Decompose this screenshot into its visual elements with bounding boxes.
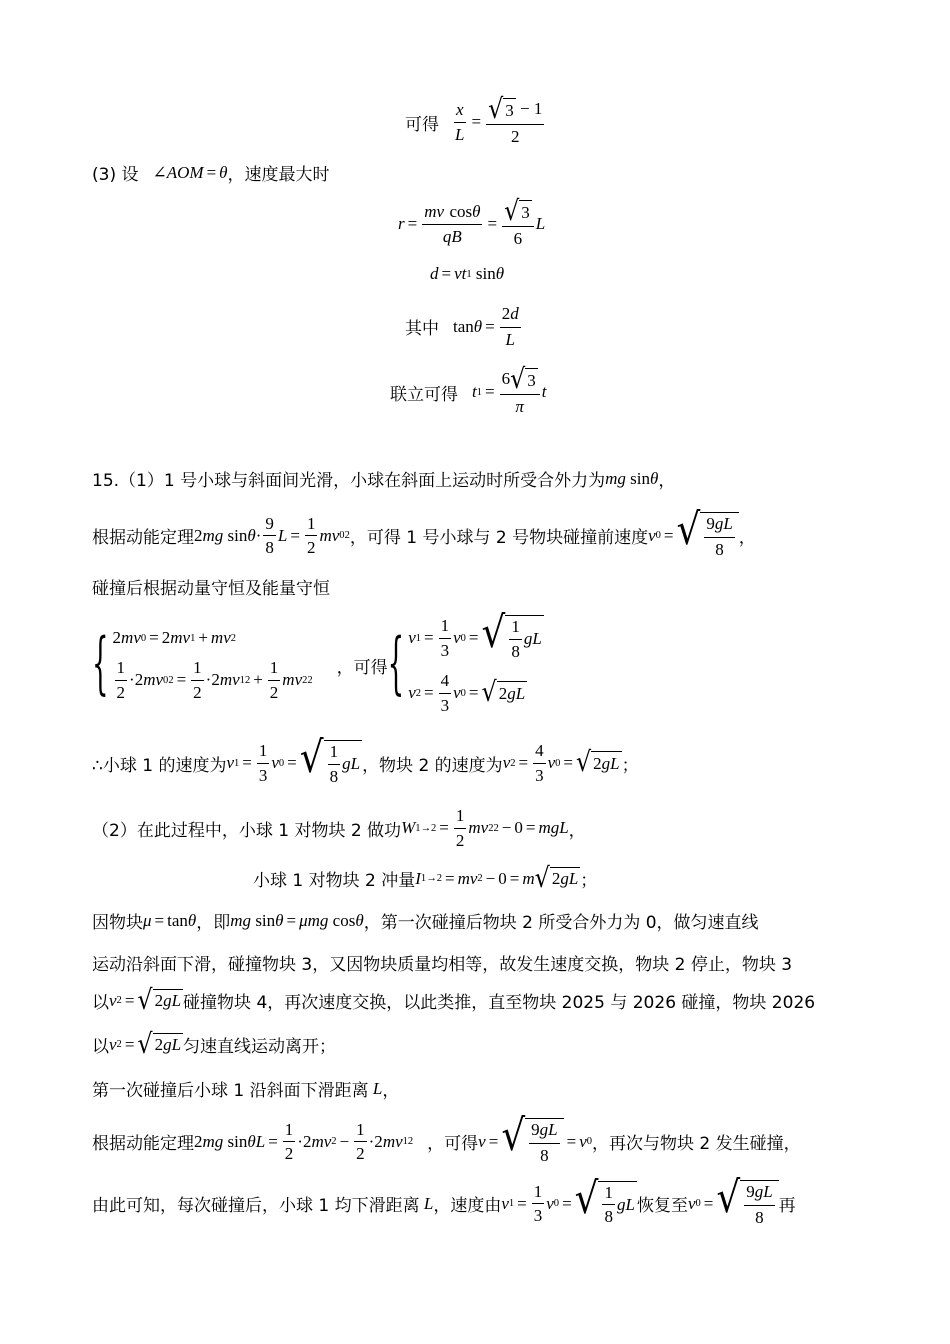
q15-part2-line-h: 根据动能定理 2 mg sin θL = $\frac{1}{2}$ ·2 mv 2 − $\frac{1}{2}$ ·2 mv 1 2 ，可得 v = √ $\frac{9gL}{8}$ = v 0 ，再次与物块 2 发生碰撞，	[92, 1109, 801, 1165]
q15-part2-line-g: 第一次碰撞后小球 1 沿斜面下滑距离 L ，	[92, 1078, 400, 1101]
q15-part2-line-i: 由此可知，每次碰撞后，小球 1 均下滑距离 L ，速度由 v 1 = $\frac{1}{3}$ v 0 = √ $\frac{1}{8}$ gL 恢复至 v 0 = √ $\frac{9gL}{8}$ 再	[92, 1171, 796, 1227]
q15-part2-line-f: 以 v 2 = √ 2 gL 匀速直线运动离开；	[92, 1027, 337, 1060]
label-kede: 可得	[405, 114, 439, 135]
q15-part2-impulse: 小球 1 对物块 2 冲量 I 1→2 = mv 2 − 0 = m √ 2 gL ；	[253, 861, 598, 894]
fraction-sqrt3-minus-1-over-2: √ 3 − 1 2	[488, 92, 543, 146]
formula-distance: d = vt 1 sin θ	[430, 264, 505, 283]
formula-t1: 联立可得 t 1 = 6 √ 3 π t	[390, 362, 547, 416]
q15-velocities: ∴小球 1 的速度为 v 1 = $\frac{1}{3}$ v 0 = √ $\frac{1}{8}$ gL ，物块 2 的速度为 v 2 = $\frac{4}{3}$ v 0 = √ 2 gL ；	[92, 731, 639, 786]
result-x-over-L: 可得 $\frac{x}{L}$ = √ 3 − 1 2	[405, 92, 543, 146]
q15-part2-friction: 因物块 μ = tan θ ，即 mg sin θ = μmg cos θ ，第一次碰撞后物块 2 所受合外力为 0，做匀速直线	[92, 910, 759, 933]
part3-intro: (3) 设 ∠ AOM = θ ，速度最大时	[92, 162, 330, 185]
q15-part1-line1: 15.（1）1 号小球与斜面间光滑，小球在斜面上运动时所受合外力为 mg sin θ ，	[92, 468, 676, 491]
q15-part2-line-d: 运动沿斜面下滑，碰撞物块 3，又因物块质量均相等，故发生速度交换，物块 2 停止，物块 3	[92, 955, 793, 975]
q15-part2-work: （2）在此过程中，小球 1 对物块 2 做功 W 1→2 = $\frac{1}{2}$ mv 2 2 − 0 = mgL ，	[92, 806, 586, 850]
formula-tan: 其中 tan θ = $\frac{2d}{L}$	[405, 304, 519, 349]
q15-equation-system: { 2 mv 0 = 2 mv 1 + mv 2 $\frac{1}{2}$ ·2 mv 0 2 = $\frac{1}{2}$ ·2 mv 1 2 + $\frac{1}{2}$ mv 2 2 ，可得 { v 1 = $\frac{1}{3}$ v 0 = √ $\frac{1}{8}$ gL v 2 = $\frac{4}{3}$ v 0 = √ 2 gL	[92, 606, 542, 715]
q15-part2-line-e: 以 v 2 = √ 2 gL 碰撞物块 4，再次速度交换，以此类推，直至物块 2025 与 2026 碰撞，物块 2026	[92, 983, 816, 1016]
formula-radius: r = $\frac{\text{mv cosθ}}{qB}$ = √ 3 6 L	[398, 194, 546, 248]
q15-part1-line2: 根据动能定理 2 mg sin θ · $\frac{9}{8}$ L = $\frac{1}{2}$ mv 0 2 ，可得 1 号小球与 2 号物块碰撞前速度 v 0 = √ $\frac{9gL}{8}$ ，	[92, 503, 756, 559]
q15-part1-line3: 碰撞后根据动量守恒及能量守恒	[92, 579, 330, 599]
fraction-x-L: $\frac{x}{L}$	[455, 100, 465, 144]
